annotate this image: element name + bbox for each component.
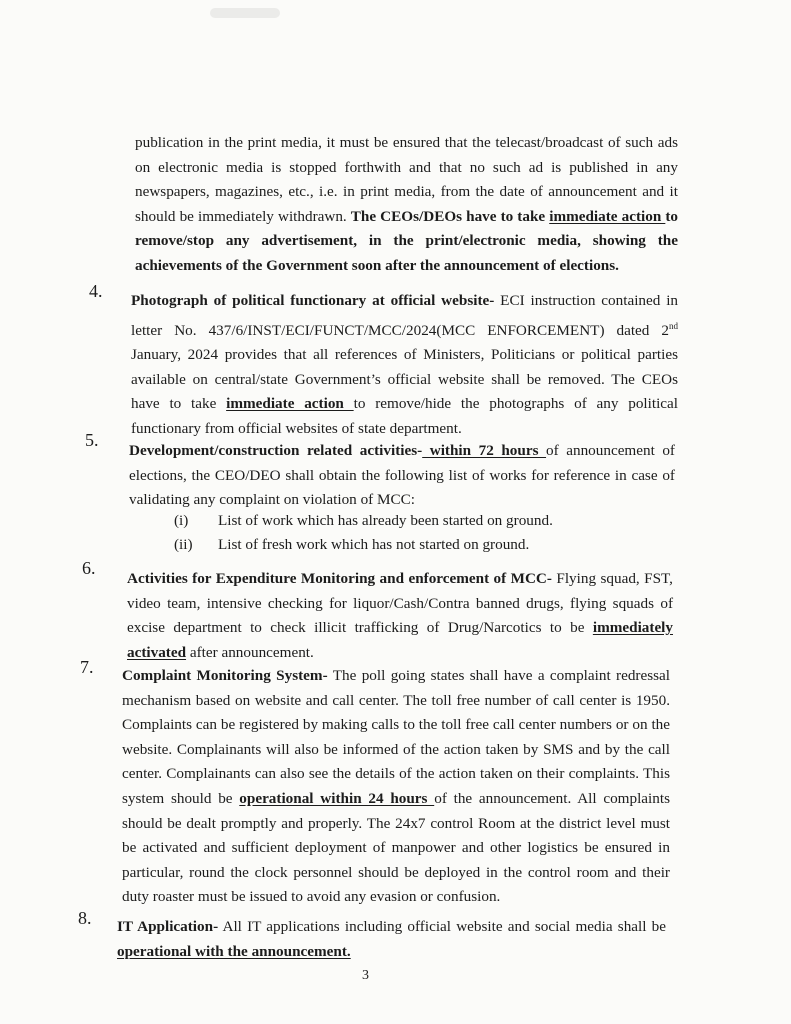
item-paragraph [117, 915, 666, 964]
intro-emphasis: immediate action [549, 207, 666, 225]
item-heading: Activities for Expenditure Monitoring and enforcement of MCC- [127, 570, 552, 587]
item-emphasis: immediately activated [127, 619, 673, 661]
sublist-item [174, 509, 594, 533]
item-text-3: to remove/hide the photographs of any political functionary from official websites of state department. [131, 395, 678, 438]
item-emphasis: operational within 24 hours [239, 789, 435, 807]
sublist-numeral: (ii) [174, 536, 193, 553]
item-text: All IT applications including official website and social media shall be [218, 918, 666, 935]
sublist-item [174, 533, 594, 557]
intro-paragraph [135, 131, 678, 279]
item-number: 4. [89, 281, 103, 301]
item-number: 5. [85, 430, 99, 450]
item-heading: Photograph of political functionary at official website- [131, 292, 495, 309]
item-paragraph [122, 664, 670, 910]
item-number: 8. [78, 908, 92, 928]
item-text: ECI instruction contained in letter No. 437/6/INST/ECI/FUNCT/MCC/2024(MCC ENFORCEMENT) dated 2 [131, 292, 679, 339]
item-text-2: after announcement. [186, 643, 314, 661]
intro-bold-text-2: to remove/stop any advertisement, in the print/electronic media, showing the achievements of the Government soon after the announcement of elections. [135, 207, 678, 274]
item-heading: Development/construction related activities- [129, 442, 423, 459]
sublist-text: List of fresh work which has not started on ground. [218, 536, 530, 553]
item-heading: IT Application- [117, 918, 219, 935]
item-text-2: January, 2024 provides that all references of Ministers, Politicians or political parties available on central/state Government’s official website shall be removed. The CEOs have to take [131, 346, 678, 413]
sublist-text: List of work which has already been started on ground. [218, 512, 553, 529]
scan-smudge [210, 8, 280, 18]
item-paragraph [131, 289, 678, 442]
item-heading: Complaint Monitoring System- [122, 667, 328, 684]
item-text: The poll going states shall have a complaint redressal mechanism based on website and call center. The toll free number of call center is 1950. Complaints can be registered by making calls to the toll free call center numbers or on the website. Complainants will also be informed of the action taken by SMS and by the call center. Complainants can also see the details of the action taken on their complaints. This system should be [122, 667, 671, 807]
sublist-numeral: (i) [174, 512, 189, 529]
item-number: 7. [80, 657, 94, 677]
item-number: 6. [82, 558, 96, 578]
item-emphasis: operational with the announcement. [117, 942, 351, 960]
item-text: Flying squad, FST, video team, intensive checking for liquor/Cash/Contra banned drugs, flying squads of excise department to check illicit trafficking of Drug/Narcotics to be [127, 570, 673, 637]
item-paragraph [127, 567, 673, 665]
item-superscript: nd [669, 320, 678, 331]
page-number: 3 [362, 968, 369, 983]
intro-text: publication in the print media, it must be ensured that the telecast/broadcast of such ads on electronic media is stopped forthwith and that no such ad is published in any newspapers, magazines, etc., i.e. in print media, from the date of announcement and it should be immediately withdrawn. [135, 134, 678, 225]
item-text-2: of the announcement. All complaints should be dealt promptly and properly. The 24x7 control Room at the district level must be activated and sufficient deployment of manpower and other logistics be ensured in particular, round the clock personnel should be deployed in the control room and their duty roaster must be issued to avoid any evasion or confusion. [122, 789, 670, 906]
item-emphasis: immediate action [226, 395, 354, 413]
intro-bold-text: The CEOs/DEOs have to take [350, 207, 550, 225]
item-emphasis: within 72 hours [422, 442, 547, 459]
item-text: of announcement of elections, the CEO/DEO shall obtain the following list of works for reference in case of validating any complaint on violation of MCC: [129, 442, 675, 509]
item-paragraph [129, 439, 675, 513]
